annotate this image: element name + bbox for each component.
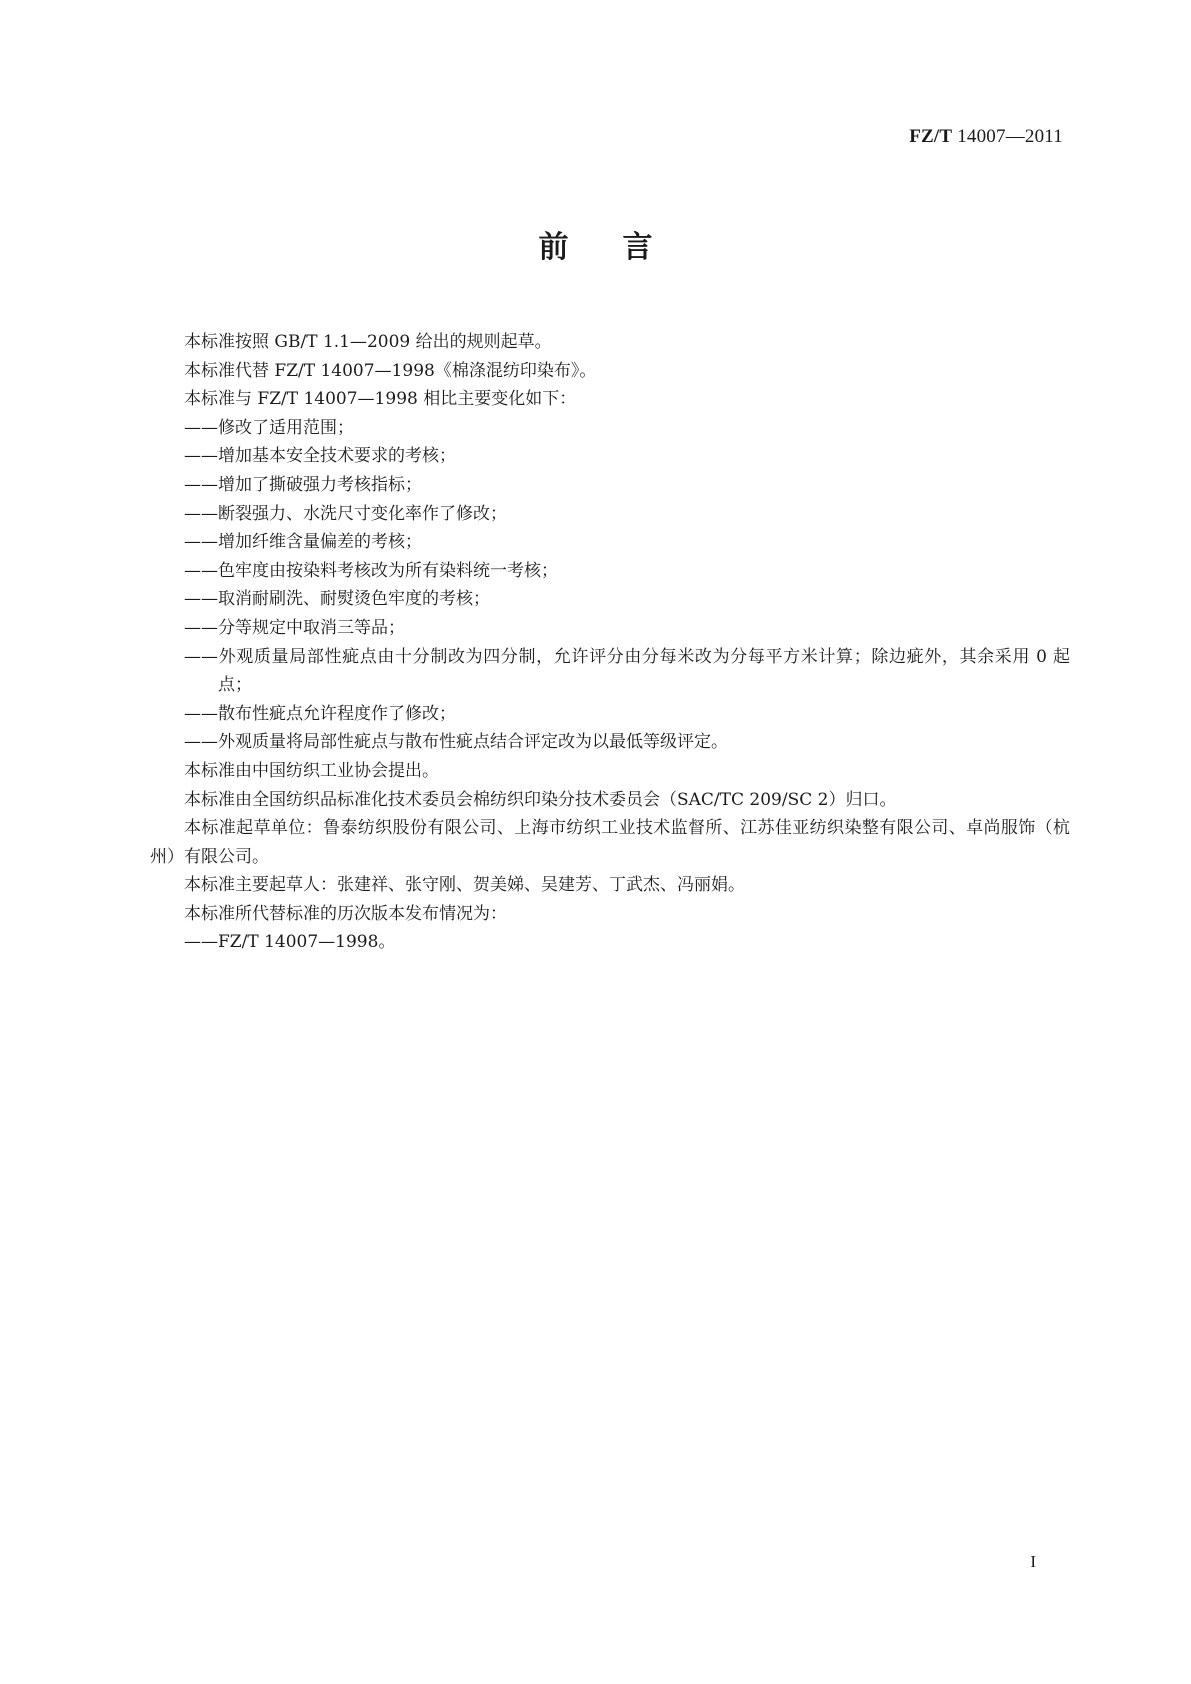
history-item: ——FZ/T 14007—1998。 — [184, 932, 396, 953]
change-item: ——取消耐刷洗、耐熨烫色牢度的考核； — [184, 589, 490, 610]
change-item: ——断裂强力、水洗尺寸变化率作了修改； — [184, 503, 507, 524]
paragraph-replaces: 本标准代替 FZ/T 14007—1998《棉涤混纺印染布》。 — [184, 360, 597, 381]
paragraph-jurisdiction: 本标准由全国纺织品标准化技术委员会棉纺织印染分技术委员会（SAC/TC 209/SC 2）归口。 — [184, 789, 897, 810]
change-item: ——修改了适用范围； — [184, 417, 354, 438]
paragraph-changes-intro: 本标准与 FZ/T 14007—1998 相比主要变化如下： — [184, 389, 577, 410]
change-item: ——增加纤维含量偏差的考核； — [184, 532, 422, 553]
change-item: ——色牢度由按染料考核改为所有染料统一考核； — [184, 560, 558, 581]
foreword-body — [150, 328, 1070, 957]
standard-code — [909, 126, 1063, 148]
standard-number: 14007—2011 — [952, 126, 1063, 147]
change-item: ——外观质量将局部性疵点与散布性疵点结合评定改为以最低等级评定。 — [184, 732, 728, 753]
title-char-1: 前 — [538, 230, 569, 265]
change-item: ——增加基本安全技术要求的考核； — [184, 446, 456, 467]
standard-prefix: FZ/T — [909, 126, 953, 147]
paragraph-drafting-rules: 本标准按照 GB/T 1.1—2009 给出的规则起草。 — [184, 332, 552, 352]
change-item: ——分等规定中取消三等品； — [184, 617, 405, 638]
paragraph-drafters: 本标准主要起草人：张建祥、张守刚、贺美娣、吴建芳、丁武杰、冯丽娟。 — [184, 875, 745, 896]
title-char-2: 言 — [622, 230, 653, 265]
page-number: I — [1030, 1552, 1036, 1571]
change-item: ——增加了撕破强力考核指标； — [184, 474, 422, 495]
paragraph-drafting-units: 本标准起草单位：鲁泰纺织股份有限公司、上海市纺织工业技术监督所、江苏佳亚纺织染整有限公司、卓尚服饰（杭州）有限公司。 — [150, 818, 1070, 867]
paragraph-proposer: 本标准由中国纺织工业协会提出。 — [184, 760, 439, 781]
paragraph-history-intro: 本标准所代替标准的历次版本发布情况为： — [184, 903, 507, 924]
change-item: ——散布性疵点允许程度作了修改； — [184, 703, 456, 724]
page-title — [0, 228, 1191, 268]
change-item: ——外观质量局部性疵点由十分制改为四分制，允许评分由分每米改为分每平方米计算；除边疵外，其余采用 0 起点； — [184, 646, 1070, 696]
